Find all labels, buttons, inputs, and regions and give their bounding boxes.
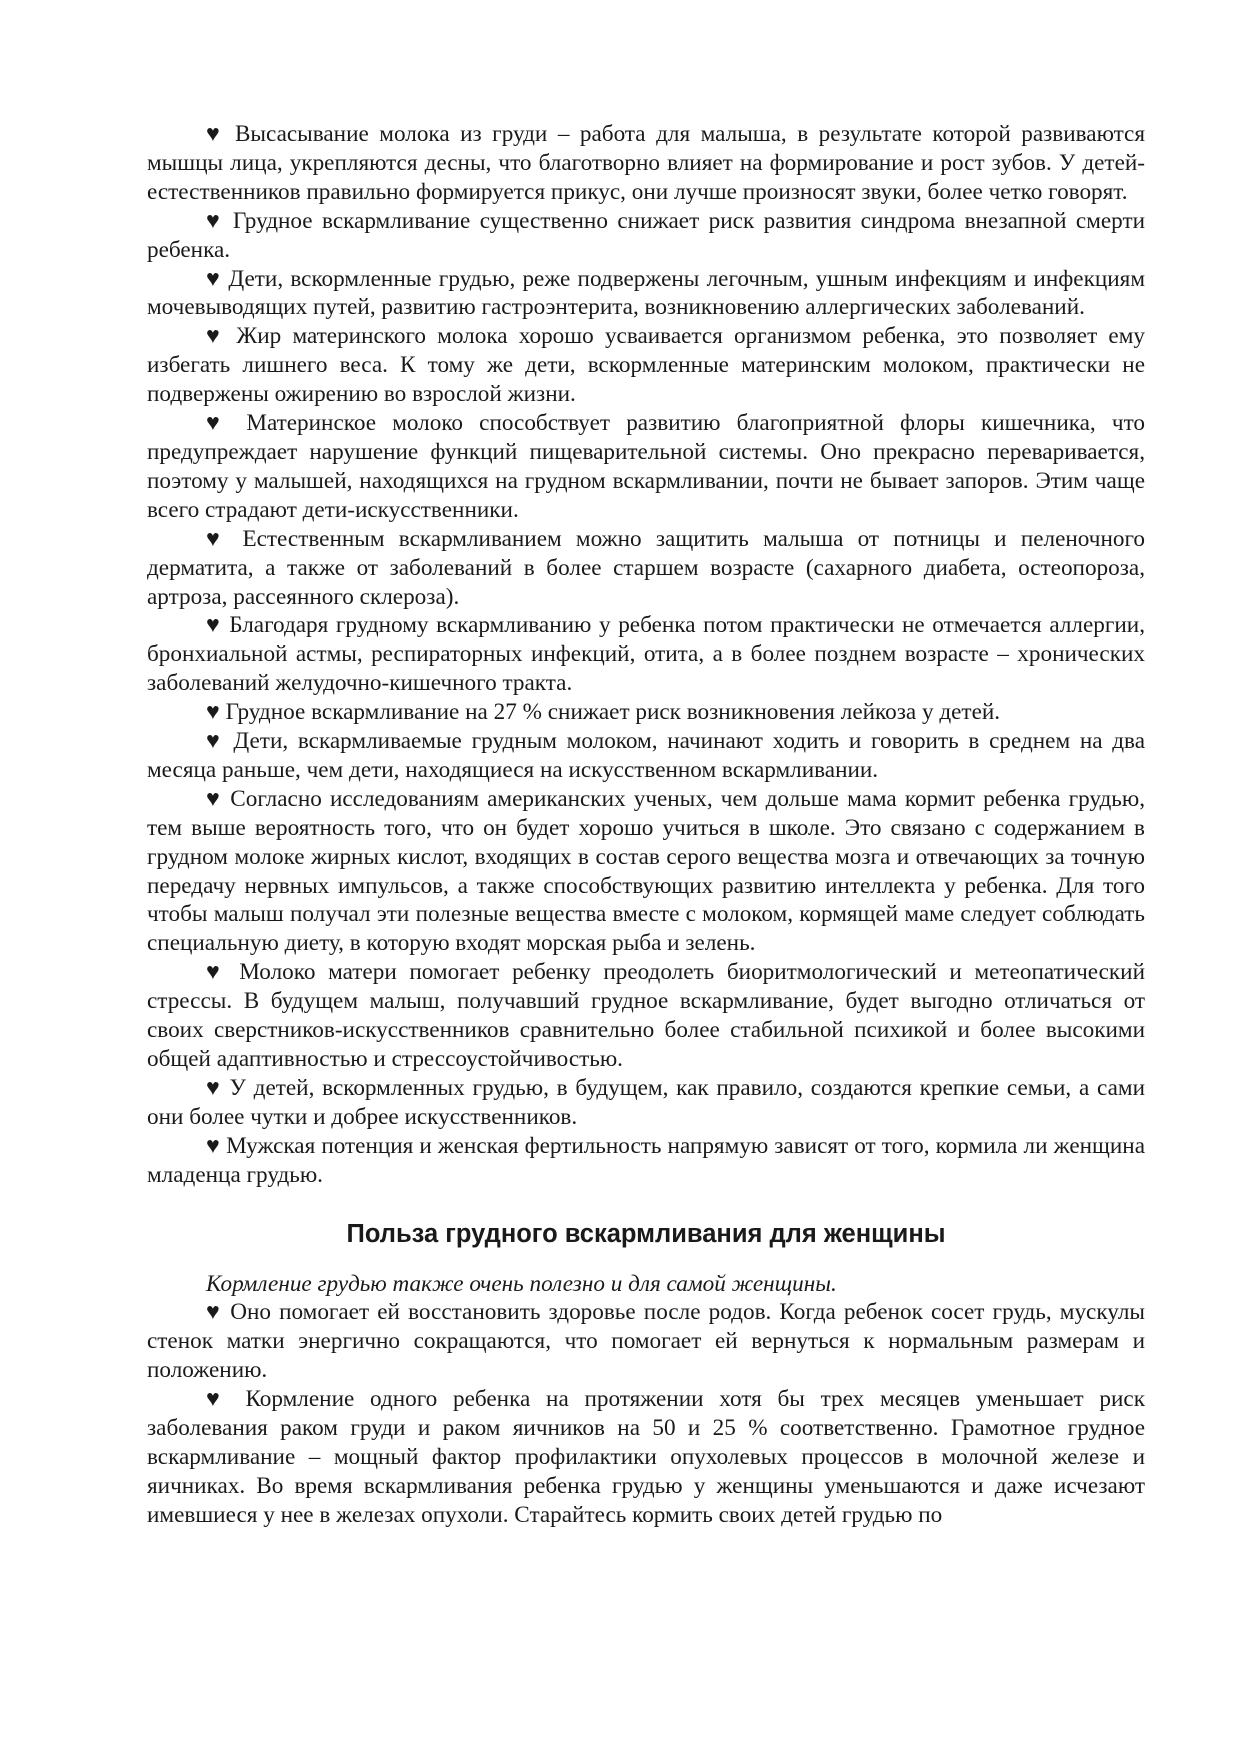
section-intro: Кормление грудью также очень полезно и для самой женщины. [206, 1270, 837, 1297]
paragraph-10: ♥ Согласно исследованиям американских ученых, чем дольше мама кормит ребенка грудью, тем выше вероятность того, что он будет хорошо учиться в школе. Это связано с содержанием в грудном молоке жирных кислот, входящих в состав серого вещества мозга и отвечающих за точную передачу нервных импульсов, а также способствующих развитию интеллекта у ребенка. Для того чтобы малыш получал эти полезные вещества вместе с молоком, кормящей маме следует соблюдать специальную диету, в которую входят морская рыба и зелень. [147, 785, 1145, 957]
paragraph-8: ♥ Грудное вскармливание на 27 % снижает риск возникновения лейкоза у детей. [206, 699, 1001, 726]
paragraph-14: ♥ Оно помогает ей восстановить здоровье после родов. Когда ребенок сосет грудь, мускулы стенок матки энергично сокращаются, что помогает ей вернуться к нормальным размерам и положению. [147, 1299, 1145, 1384]
paragraph-15: ♥ Кормление одного ребенка на протяжении хотя бы трех месяцев уменьшает риск заболевания раком груди и раком яичников на 50 и 25 % соответственно. Грамотное грудное вскармливание – мощный фактор профилактики опухолевых процессов в молочной железе и яичниках. Во время вскармливания ребенка грудью у женщины уменьшаются и даже исчезают имевшиеся у нее в железах опухоли. Старайтесь кормить своих детей грудью по [147, 1386, 1145, 1528]
paragraph-4: ♥ Жир материнского молока хорошо усваивается организмом ребенка, это позволяет ему избегать лишнего веса. К тому же дети, вскормленные материнским молоком, практически не подвержены ожирению во взрослой жизни. [147, 323, 1145, 408]
paragraph-3: ♥ Дети, вскормленные грудью, реже подвержены легочным, ушным инфекциям и инфекциям мочевыводящих путей, развитию гастроэнтерита, возникновению аллергических заболеваний. [147, 265, 1145, 321]
paragraph-2: ♥ Грудное вскармливание существенно снижает риск развития синдрома внезапной смерти ребенка. [147, 207, 1145, 263]
paragraph-6: ♥ Естественным вскармливанием можно защитить малыша от потницы и пеленочного дерматита, а также от заболеваний в более старшем возрасте (сахарного диабета, остеопороза, артроза, рассеянного склероза). [147, 525, 1145, 610]
section-heading: Польза грудного вскармливания для женщины [346, 1219, 946, 1248]
paragraph-11: ♥ Молоко матери помогает ребенку преодолеть биоритмологический и метеопатический стрессы. В будущем малыш, получавший грудное вскармливание, будет выгодно отличаться от своих сверстников-искусственников сравнительно более стабильной психикой и более высокими общей адаптивностью и стрессоустойчивостью. [147, 959, 1145, 1072]
paragraph-12: ♥ У детей, вскормленных грудью, в будущем, как правило, создаются крепкие семьи, а сами они более чутки и добрее искусственников. [147, 1074, 1145, 1130]
paragraph-9: ♥ Дети, вскармливаемые грудным молоком, начинают ходить и говорить в среднем на два месяца раньше, чем дети, находящиеся на искусственном вскармливании. [147, 728, 1145, 783]
paragraph-5: ♥ Материнское молоко способствует развитию благоприятной флоры кишечника, что предупреждает нарушение функций пищеварительной системы. Оно прекрасно переваривается, поэтому у малышей, находящихся на грудном вскармливании, почти не бывает запоров. Этим чаще всего страдают дети-искусственники. [147, 410, 1145, 523]
paragraph-7: ♥ Благодаря грудному вскармливанию у ребенка потом практически не отмечается аллергии, бронхиальной астмы, респираторных инфекций, отита, а в более позднем возрасте – хронических заболеваний желудочно-кишечного тракта. [147, 612, 1145, 697]
document-page [147, 120, 1145, 1530]
paragraph-1: ♥ Высасывание молока из груди – работа для малыша, в результате которой развиваются мышцы лица, укрепляются десны, что благотворно влияет на формирование и рост зубов. У детей-естественников правильно формируется прикус, они лучше произносят звуки, более четко говорят. [147, 121, 1145, 205]
paragraph-13: ♥ Мужская потенция и женская фертильность напрямую зависят от того, кормила ли женщина младенца грудью. [147, 1132, 1145, 1188]
